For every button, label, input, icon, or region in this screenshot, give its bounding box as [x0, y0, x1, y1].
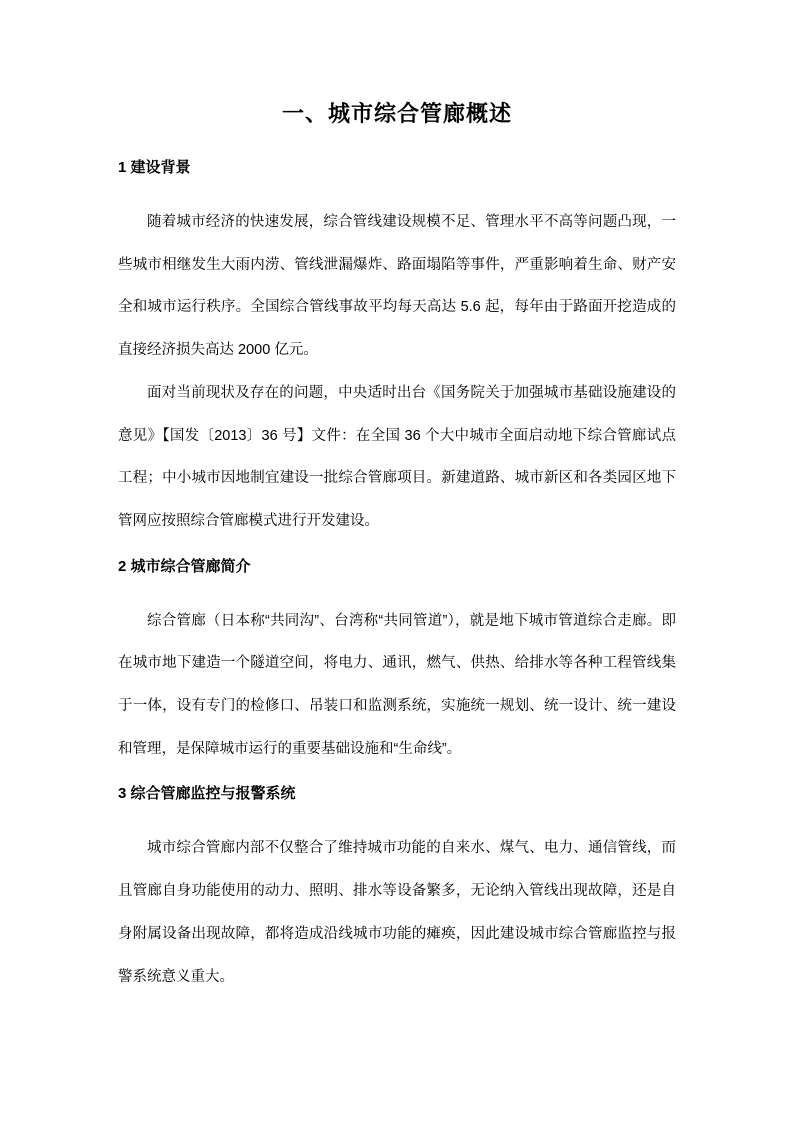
section-heading: 1 建设背景: [118, 159, 191, 176]
paragraph: 随着城市经济的快速发展，综合管线建设规模不足、管理水平不高等问题凸现，一些城市相继发生大雨内涝、管线泄漏爆炸、路面塌陷等事件，严重影响着生命、财产安全和城市运行秩序。全国综合管线事故平均每天高达 5.6 起，每年由于路面开挖造成的直接经济损失高达 2000 亿元。: [118, 214, 676, 359]
section-heading: 3 综合管廊监控与报警系统: [118, 785, 296, 803]
section-construction-background: [118, 158, 676, 543]
document-title: 一、城市综合管廊概述: [281, 101, 512, 126]
paragraph: 综合管廊（日本称“共同沟”、台湾称“共同管道”），就是地下城市管道综合走廊。即在城市地下建造一个隧道空间，将电力、通讯，燃气、供热、给排水等各种工程管线集于一体，设有专门的检修口、吊装口和监测系统，实施统一规划、统一设计、统一建设和管理，是保障城市运行的重要基础设施和“生命线”。: [118, 612, 676, 757]
section-monitoring-alarm-system: [118, 784, 676, 998]
section-heading: 2 城市综合管廊简介: [118, 557, 251, 575]
section-utility-tunnel-intro: [118, 557, 676, 771]
paragraph: 面对当前现状及存在的问题，中央适时出台《国务院关于加强城市基础设施建设的意见》【国发〔2013〕36 号】文件：在全国 36 个大中城市全面启动地下综合管廊试点工程；中小城市因地制宜建设一批综合管廊项目。新建道路、城市新区和各类园区地下管网应按照综合管廊模式进行开发建设。: [118, 384, 676, 529]
paragraph: 城市综合管廊内部不仅整合了维持城市功能的自来水、煤气、电力、通信管线，而且管廊自身功能使用的动力、照明、排水等设备繁多，无论纳入管线出现故障，还是自身附属设备出现故障，都将造成沿线城市功能的瘫痪，因此建设城市综合管廊监控与报警系统意义重大。: [118, 840, 676, 985]
